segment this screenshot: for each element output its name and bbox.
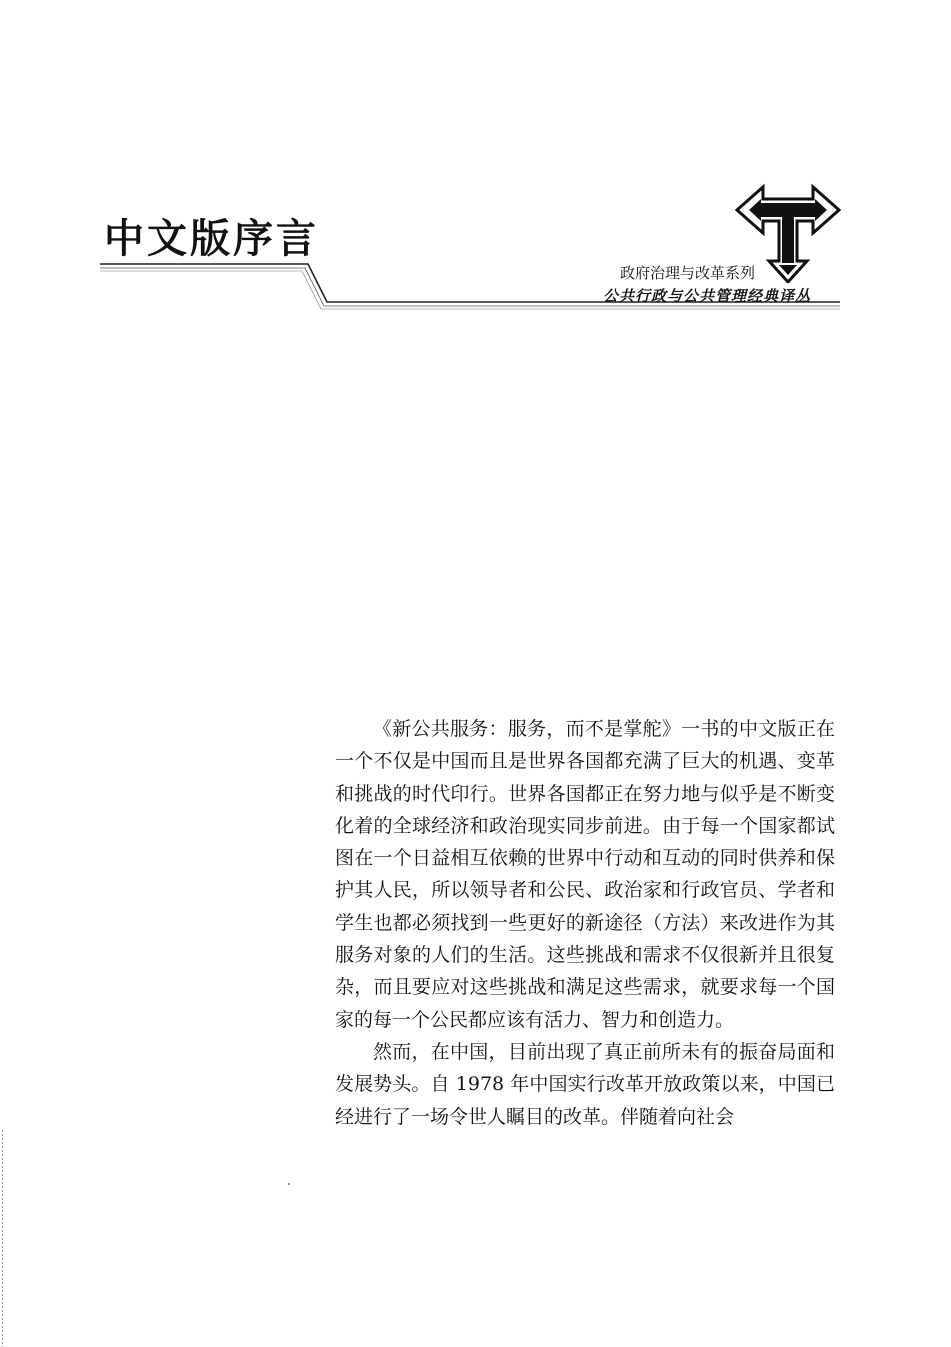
series-subname: 公共行政与公共管理经典译丛 [603, 287, 812, 305]
paragraph: 然而，在中国，目前出现了真正前所未有的振奋局面和发展势头。自 1978 年中国实行改革开放政策以来，中国已经进行了一场令世人瞩目的改革。伴随着向社会 [335, 1040, 835, 1128]
preface-body [335, 713, 835, 1133]
page-title: 中文版序言 [104, 216, 319, 262]
scan-speck [288, 1183, 290, 1185]
scan-edge-mark [2, 1130, 3, 1347]
paragraph: 《新公共服务：服务，而不是掌舵》一书的中文版正在一个不仅是中国而且是世界各国都充满了巨大的机遇、变革和挑战的时代印行。世界各国都正在努力地与似乎是不断变化着的全球经济和政治现实同步前进。由于每一个国家都试图在一个日益相互依赖的世界中行动和互动的同时供养和保护其人民，所以领导者和公民、政治家和行政官员、学者和学生也都必须找到一些更好的新途径（方法）来改进作为其服务对象的人们的生活。这些挑战和需求不仅很新并且很复杂，而且要应对这些挑战和满足这些需求，就要求每一个国家的每一个公民都应该有活力、智力和创造力。 [335, 718, 835, 1031]
series-name: 政府治理与改革系列 [620, 264, 756, 282]
